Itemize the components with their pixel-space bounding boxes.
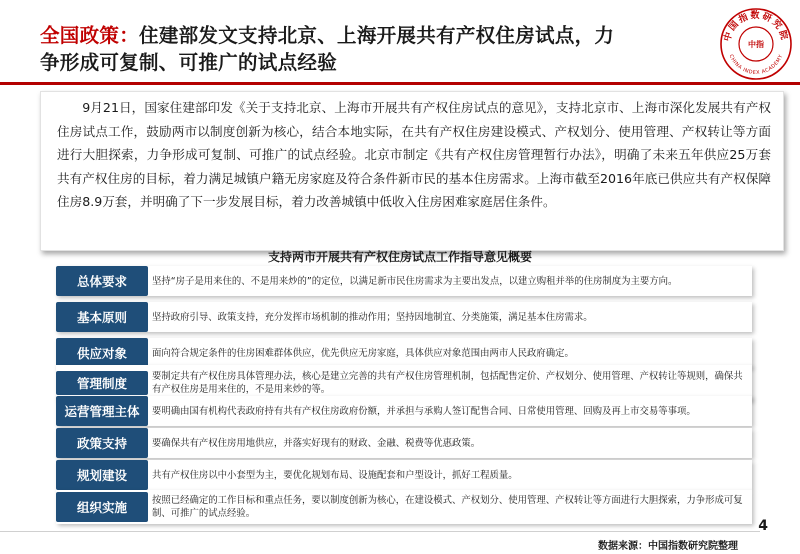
row-label: 规划建设 — [56, 460, 148, 490]
row-label: 基本原则 — [56, 302, 148, 332]
logo-center-mark: 中指 — [748, 40, 764, 49]
row-description: 面向符合规定条件的住房困难群体供应，优先供应无房家庭，具体供应对象范围由两市人民政府确定。 — [152, 347, 574, 359]
table-row — [56, 338, 752, 368]
footer-divider — [0, 531, 760, 532]
china-index-academy-logo — [718, 6, 794, 82]
table-row — [56, 428, 752, 458]
data-source: 数据来源：中国指数研究院整理 — [598, 541, 738, 552]
row-description: 坚持“房子是用来住的、不是用来炒的”的定位，以满足新市民住房需求为主要出发点，以建立购租并举的住房制度为主要方向。 — [152, 275, 678, 287]
svg-text:中国指数研究院 — [721, 9, 791, 43]
row-description: 共有产权住房以中小套型为主，要优化规划布局、设施配套和户型设计，抓好工程质量。 — [152, 469, 518, 481]
row-label: 政策支持 — [56, 428, 148, 458]
table-row — [56, 396, 752, 426]
logo-text-top: 中国指数研究院 — [722, 11, 790, 43]
table-title: 支持两市开展共有产权住房试点工作指导意见概要 — [267, 250, 532, 264]
row-description: 要制定共有产权住房具体管理办法，核心是建立完善的共有产权住房管理机制，包括配售定价、产权划分、使用管理、产权转让等规则，确保共有产权住房是用来住的，不是用来炒的等。 — [152, 371, 743, 395]
row-description: 按照已经确定的工作目标和重点任务，要以制度创新为核心，在建设模式、产权划分、使用管理、产权转让等方面进行大胆探索，力争形成可复制、可推广的试点经验。 — [152, 495, 743, 519]
title-prefix: 全国政策： — [40, 24, 140, 47]
row-label: 运营管理主体 — [56, 396, 148, 426]
row-description: 要确保共有产权住房用地供应，并落实好现有的财政、金融、税费等优惠政策。 — [152, 437, 481, 449]
page-number: 4 — [758, 518, 768, 534]
row-description: 坚持政府引导、政策支持，充分发挥市场机制的推动作用；坚持因地制宜、分类施策，满足基本住房需求。 — [152, 311, 593, 323]
title-divider — [0, 82, 800, 85]
row-description: 要明确由国有机构代表政府持有共有产权住房政府份额，并承担与承购人签订配售合同、日常使用管理、回购及再上市交易等事项。 — [152, 405, 696, 417]
table-row — [56, 302, 752, 332]
row-label: 总体要求 — [56, 266, 148, 296]
table-row — [56, 490, 752, 524]
summary-paragraph: 9月21日，国家住建部印发《关于支持北京、上海市开展共有产权住房试点的意见》，支持北京市、上海市深化发展共有产权住房试点工作，鼓励两市以制度创新为核心，结合本地实际，在共有产权住房建设模式、产权划分、使用管理、产权转让等方面进行大胆探索，力争形成可复制、可推广的试点经验。北京市制定《共有产权住房管理暂行办法》，明确了未来五年供应25万套共有产权住房的目标，着力满足城镇户籍无房家庭及符合条件新市民的基本住房需求。上海市截至2016年底已供应共有产权保障住房8.9万套，并明确了下一步发展目标，着力改善城镇中低收入住房困难家庭居住条件。 — [57, 100, 771, 210]
logo-text-bottom: CHINA INDEX ACADEMY — [727, 53, 785, 77]
title-line-2: 争形成可复制、可推广的试点经验 — [40, 51, 338, 74]
table-row — [56, 460, 752, 490]
row-label: 供应对象 — [56, 338, 148, 368]
title-line-1: 住建部发文支持北京、上海开展共有产权住房试点，力 — [139, 24, 615, 47]
page-title — [40, 22, 720, 76]
table-row — [56, 266, 752, 296]
row-label: 组织实施 — [56, 492, 148, 522]
row-label: 管理制度 — [56, 371, 148, 395]
summary-box — [40, 91, 784, 251]
